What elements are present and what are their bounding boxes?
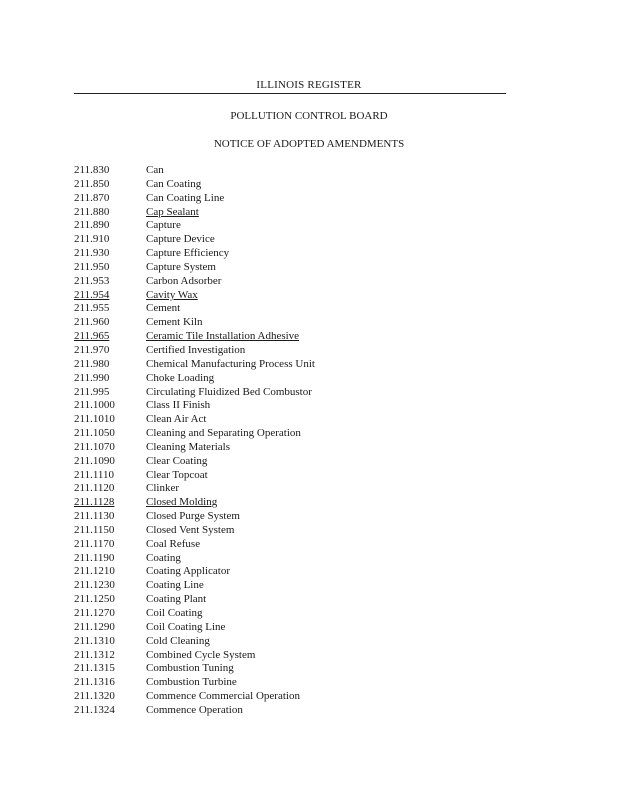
section-number: 211.930 (74, 247, 110, 260)
section-number: 211.1316 (74, 676, 115, 689)
section-term: Cleaning Materials (146, 440, 231, 453)
section-number: 211.1070 (74, 440, 115, 453)
section-term: Coating Plant (146, 593, 207, 606)
section-row (74, 358, 494, 372)
section-number: 211.980 (74, 357, 110, 370)
section-number: 211.1050 (74, 427, 115, 440)
section-row (74, 302, 494, 316)
header-rule (74, 93, 506, 94)
section-row (74, 676, 494, 690)
section-number: 211.953 (74, 274, 110, 287)
section-list (74, 164, 494, 718)
section-term: Coil Coating Line (146, 620, 226, 633)
section-term: Capture (146, 219, 181, 232)
section-number: 211.1310 (74, 634, 115, 647)
section-number: 211.960 (74, 316, 110, 329)
section-term: Commence Operation (146, 703, 243, 716)
section-term: Clear Coating (146, 454, 208, 467)
section-term: Combined Cycle System (146, 648, 256, 661)
section-term: Class II Finish (146, 399, 211, 412)
section-number: 211.1315 (74, 662, 115, 675)
section-row (74, 704, 494, 718)
section-row (74, 552, 494, 566)
section-term: Coating Line (146, 579, 204, 592)
section-term: Circulating Fluidized Bed Combustor (146, 385, 312, 398)
section-number: 211.954 (74, 288, 110, 301)
section-row (74, 192, 494, 206)
section-row (74, 316, 494, 330)
section-row (74, 455, 494, 469)
section-term: Cement Kiln (146, 316, 203, 329)
section-row (74, 372, 494, 386)
section-row (74, 178, 494, 192)
section-number: 211.970 (74, 343, 110, 356)
section-term: Clear Topcoat (146, 468, 208, 481)
section-number: 211.1190 (74, 551, 115, 564)
section-row (74, 482, 494, 496)
section-term: Coating (146, 551, 181, 564)
section-term: Certified Investigation (146, 343, 246, 356)
section-number: 211.1320 (74, 690, 115, 703)
section-term: Can Coating (146, 177, 202, 190)
section-number: 211.1324 (74, 703, 115, 716)
section-term: Capture Efficiency (146, 247, 230, 260)
section-row (74, 344, 494, 358)
section-row (74, 524, 494, 538)
section-number: 211.1290 (74, 620, 115, 633)
section-row (74, 635, 494, 649)
section-term: Ceramic Tile Installation Adhesive (146, 330, 300, 343)
section-number: 211.1128 (74, 496, 115, 509)
agency-title: POLLUTION CONTROL BOARD (230, 110, 388, 122)
section-number: 211.965 (74, 330, 110, 343)
section-number: 211.1130 (74, 510, 115, 523)
section-number: 211.1210 (74, 565, 115, 578)
section-term: Coal Refuse (146, 537, 201, 550)
section-term: Chemical Manufacturing Process Unit (146, 357, 315, 370)
section-row (74, 289, 494, 303)
section-number: 211.1090 (74, 454, 115, 467)
section-number: 211.1312 (74, 648, 115, 661)
section-number: 211.890 (74, 219, 110, 232)
section-row (74, 607, 494, 621)
section-row (74, 233, 494, 247)
section-row (74, 330, 494, 344)
section-term: Can Coating Line (146, 191, 225, 204)
section-term: Cleaning and Separating Operation (146, 427, 301, 440)
section-row (74, 441, 494, 455)
section-number: 211.910 (74, 233, 110, 246)
section-number: 211.1170 (74, 537, 115, 550)
section-row (74, 399, 494, 413)
section-term: Combustion Turbine (146, 676, 237, 689)
section-number: 211.870 (74, 191, 110, 204)
section-term: Clinker (146, 482, 179, 495)
section-row (74, 386, 494, 400)
section-term: Closed Molding (146, 496, 218, 509)
section-term: Closed Purge System (146, 510, 240, 523)
section-number: 211.995 (74, 385, 110, 398)
register-title: ILLINOIS REGISTER (256, 79, 362, 91)
section-number: 211.1230 (74, 579, 115, 592)
section-term: Commence Commercial Operation (146, 690, 300, 703)
section-term: Clean Air Act (146, 413, 207, 426)
section-term: Cap Sealant (146, 205, 199, 218)
section-row (74, 565, 494, 579)
section-number: 211.955 (74, 302, 110, 315)
section-term: Cavity Wax (146, 288, 198, 301)
section-number: 211.880 (74, 205, 110, 218)
section-number: 211.1110 (74, 468, 115, 481)
section-row (74, 496, 494, 510)
section-row (74, 469, 494, 483)
section-row (74, 275, 494, 289)
section-term: Capture System (146, 260, 216, 273)
section-row (74, 662, 494, 676)
section-row (74, 206, 494, 220)
section-row (74, 621, 494, 635)
section-number: 211.950 (74, 260, 110, 273)
section-term: Carbon Adsorber (146, 274, 222, 287)
section-number: 211.830 (74, 164, 110, 176)
section-row (74, 164, 494, 178)
section-number: 211.1270 (74, 607, 115, 619)
section-number: 211.990 (74, 371, 110, 384)
section-row (74, 593, 494, 607)
section-term: Coating Applicator (146, 565, 231, 578)
section-row (74, 261, 494, 275)
section-number: 211.1120 (74, 482, 115, 495)
section-row (74, 219, 494, 233)
section-row (74, 247, 494, 261)
section-number: 211.850 (74, 177, 110, 190)
section-term: Choke Loading (146, 371, 215, 384)
section-row (74, 690, 494, 704)
section-term: Closed Vent System (146, 523, 235, 536)
section-term: Combustion Tuning (146, 662, 234, 675)
section-row (74, 538, 494, 552)
section-number: 211.1000 (74, 399, 115, 412)
section-number: 211.1150 (74, 523, 115, 536)
section-number: 211.1010 (74, 413, 115, 426)
section-row (74, 649, 494, 663)
section-row (74, 427, 494, 441)
section-row (74, 510, 494, 524)
section-term: Coil Coating (146, 607, 203, 619)
section-term: Cement (146, 302, 181, 315)
notice-title: NOTICE OF ADOPTED AMENDMENTS (213, 138, 405, 150)
section-row (74, 579, 494, 593)
section-term: Can (146, 164, 164, 176)
section-term: Capture Device (146, 233, 215, 246)
section-term: Cold Cleaning (146, 634, 210, 647)
section-number: 211.1250 (74, 593, 115, 606)
section-row (74, 413, 494, 427)
